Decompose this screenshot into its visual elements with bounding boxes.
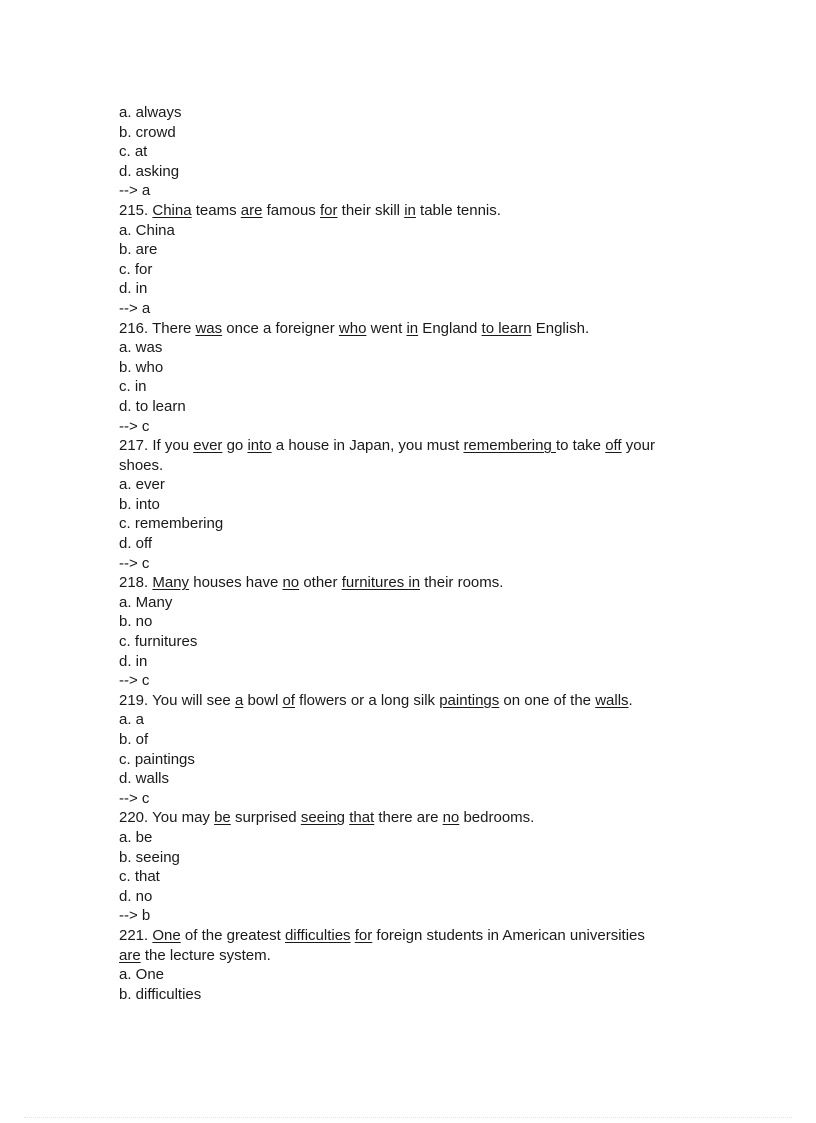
answer-line: --> c (119, 672, 150, 690)
underlined-word-a: One (152, 926, 181, 944)
answer-line: --> c (119, 789, 150, 807)
option-c: c. that (119, 868, 160, 886)
question-number: 215. (119, 201, 149, 219)
option-d: d. no (119, 887, 153, 905)
underlined-word-c: that (349, 809, 375, 827)
option-b: b. no (119, 613, 153, 631)
question-number: 218. (119, 574, 149, 592)
document-body (119, 103, 719, 1004)
option-d: d. walls (119, 770, 170, 788)
option-c: c. in (119, 378, 147, 396)
page-bottom-border (24, 1117, 792, 1118)
answer-line: --> b (119, 907, 151, 925)
underlined-word-c: remembering (463, 437, 556, 455)
underlined-word-c: furnitures (341, 574, 409, 592)
answer-line: --> c (119, 417, 150, 435)
underlined-word-a: was (195, 319, 223, 337)
question-text: famous (262, 201, 320, 219)
underlined-word-b: are (240, 201, 263, 219)
question-text: England (418, 319, 482, 337)
question-220 (119, 808, 719, 828)
option-c: c. furnitures (119, 633, 198, 651)
option-b: b. are (119, 241, 158, 259)
underlined-word-a: be (214, 809, 231, 827)
option-b: b. into (119, 495, 160, 513)
option-a: a. always (119, 104, 182, 121)
question-text: . (628, 691, 633, 709)
question-text: houses have (189, 574, 283, 592)
option-c: c. for (119, 260, 153, 278)
answer-line: --> c (119, 554, 150, 572)
question-number: 217. (119, 437, 149, 455)
question-text: of the greatest (180, 926, 285, 944)
question-text: a house in Japan, you must (271, 437, 464, 455)
option-a: a. be (119, 828, 153, 846)
underlined-word-b: no (282, 574, 300, 592)
option-b: b. difficulties (119, 985, 202, 1003)
question-text: go (222, 437, 248, 455)
question-text: table tennis. (415, 201, 501, 219)
underlined-word-d: walls (595, 691, 629, 709)
underlined-word-a: ever (193, 437, 223, 455)
option-a: a. was (119, 339, 163, 357)
underlined-word-c: paintings (439, 691, 500, 709)
question-text: flowers or a long silk (294, 691, 440, 709)
question-219 (119, 691, 719, 711)
question-text: There (148, 319, 196, 337)
question-text: If you (148, 437, 194, 455)
underlined-word-b: seeing (300, 809, 346, 827)
answer-line: --> a (119, 299, 151, 317)
question-text: foreign students in American universities (372, 926, 645, 944)
option-d: d. off (119, 535, 153, 553)
question-text: on one of the (499, 691, 596, 709)
question-text: went (366, 319, 407, 337)
question-text: teams (191, 201, 241, 219)
question-216 (119, 319, 719, 339)
question-text: surprised (230, 809, 301, 827)
question-text: the lecture system. (140, 946, 271, 964)
underlined-word-d: in (408, 574, 421, 592)
question-number: 220. (119, 809, 149, 827)
option-b: b. of (119, 731, 149, 748)
question-text: there are (374, 809, 443, 827)
question-text: their skill (337, 201, 405, 219)
question-215 (119, 201, 719, 221)
option-b: b. crowd (119, 123, 176, 141)
underlined-word-a: a (234, 691, 244, 709)
underlined-word-c: for (319, 201, 338, 219)
option-a: a. China (119, 221, 175, 239)
question-continuation: shoes. (119, 456, 164, 474)
question-number: 219. (119, 691, 149, 709)
option-a: a. ever (119, 476, 165, 494)
question-text: other (299, 574, 342, 592)
underlined-word-d: in (404, 201, 416, 219)
question-number: 221. (119, 926, 149, 944)
question-217 (119, 436, 719, 456)
question-text: their rooms. (420, 574, 504, 592)
option-d: d. to learn (119, 397, 186, 415)
question-text: You will see (148, 691, 235, 709)
underlined-word-a: Many (152, 574, 190, 592)
underlined-word-d: no (442, 809, 460, 827)
option-c: c. paintings (119, 750, 195, 768)
question-221 (119, 926, 719, 946)
question-continuation (119, 946, 719, 966)
question-text: bedrooms. (459, 809, 535, 827)
question-text: You may (148, 809, 215, 827)
underlined-word-c: in (406, 319, 419, 337)
question-text: once a foreigner (222, 319, 339, 337)
question-text: to take (555, 437, 606, 455)
underlined-word-d: off (605, 437, 622, 455)
question-218 (119, 573, 719, 593)
question-number: 216. (119, 319, 149, 337)
underlined-word-b: difficulties (284, 926, 351, 944)
option-d: d. in (119, 280, 148, 298)
question-text: bowl (243, 691, 283, 709)
underlined-word-d: are (119, 946, 141, 964)
underlined-word-c: for (354, 926, 373, 944)
option-b: b. seeing (119, 848, 180, 866)
question-text: your (621, 437, 655, 455)
option-a: a. Many (119, 593, 173, 611)
underlined-word-b: of (282, 691, 295, 709)
answer-line: --> a (119, 182, 151, 200)
underlined-word-b: into (247, 437, 272, 455)
option-d: d. asking (119, 162, 180, 180)
underlined-word-a: China (152, 201, 192, 219)
option-c: c. at (119, 143, 148, 161)
option-a: a. a (119, 711, 145, 729)
option-a: a. One (119, 966, 165, 984)
underlined-word-b: who (338, 319, 367, 337)
option-d: d. in (119, 652, 148, 670)
question-text: English. (531, 319, 590, 337)
option-c: c. remembering (119, 515, 224, 533)
underlined-word-d: to learn (481, 319, 532, 337)
option-b: b. who (119, 358, 164, 376)
